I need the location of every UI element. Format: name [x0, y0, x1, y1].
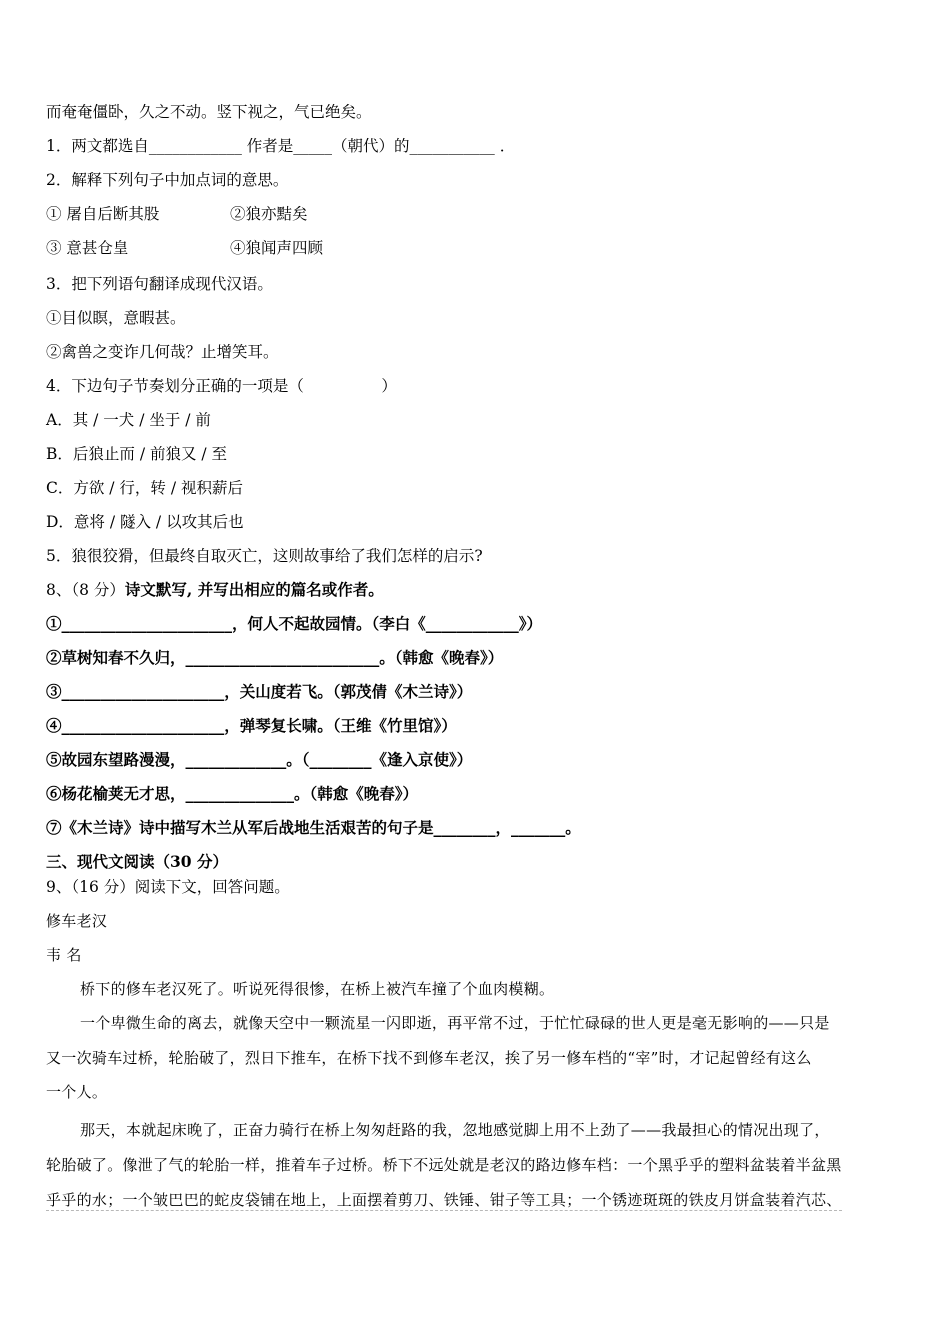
question-3: 3．把下列语句翻译成现代汉语。	[46, 275, 273, 293]
section-8-item-3: ③_____________________，关山度若飞。（郭茂倩《木兰诗》）	[46, 682, 473, 701]
question-2: 2．解释下列句子中加点词的意思。	[46, 171, 289, 189]
question-9: 9、（16 分）阅读下文，回答问题。	[46, 878, 290, 896]
section-8-item-7: ⑦《木兰诗》诗中描写木兰从军后战地生活艰苦的句子是________，_______。	[46, 818, 581, 837]
article-title: 修车老汉	[46, 912, 108, 930]
section-8-item-1: ①______________________，何人不起故园情。（李白《____________》）	[46, 614, 543, 633]
question-2-item-3: ③ 意甚仓皇	[46, 239, 129, 257]
question-1: 1．两文都选自____________ 作者是_____（朝代）的___________ ．	[46, 137, 516, 155]
question-4-option-b: B．后狼止而 / 前狼又 / 至	[46, 445, 228, 463]
question-4-option-a: A．其 / 一犬 / 坐于 / 前	[46, 411, 211, 429]
question-2-item-2: ②狼亦黠矣	[230, 205, 308, 223]
article-paragraph-2-line-3: 一个人。	[46, 1083, 108, 1101]
section-8-item-2: ②草树知春不久归，_________________________。（韩愈《晚春》）	[46, 648, 504, 667]
article-paragraph-3-line-2: 轮胎破了。像泄了气的轮胎一样，推着车子过桥。桥下不远处就是老汉的路边修车档：一个黑乎乎的塑料盆装着半盆黑	[46, 1156, 842, 1174]
section-8-title: 诗文默写, 并写出相应的篇名或作者。	[124, 580, 384, 599]
article-paragraph-1: 桥下的修车老汉死了。听说死得很惨，在桥上被汽车撞了个血肉模糊。	[80, 980, 555, 998]
question-2-item-1: ① 屠自后断其股	[46, 205, 160, 223]
question-2-row-2	[46, 238, 546, 258]
question-3-item-1: ①目似瞑，意暇甚。	[46, 309, 186, 327]
article-paragraph-2-line-2: 又一次骑车过桥，轮胎破了，烈日下推车，在桥下找不到修车老汉，挨了另一修车档的“宰”时，才记起曾经有这么	[46, 1049, 812, 1067]
question-2-item-4: ④狼闻声四顾	[230, 239, 324, 257]
question-5: 5．狼很狡猾，但最终自取灭亡，这则故事给了我们怎样的启示?	[46, 547, 483, 565]
section-8-item-4: ④_____________________，弹琴复长啸。（王维《竹里馆》）	[46, 716, 457, 735]
question-4-option-c: C．方欲 / 行，转 / 视积薪后	[46, 479, 244, 497]
question-4: 4．下边句子节奏划分正确的一项是（ ）	[46, 377, 397, 395]
article-paragraph-2-line-1: 一个卑微生命的离去，就像天空中一颗流星一闪即逝，再平常不过，于忙忙碌碌的世人更是毫无影响的——只是	[80, 1014, 830, 1032]
section-8-item-6: ⑥杨花榆荚无才思，______________。（韩愈《晚春》）	[46, 784, 419, 803]
article-author: 韦 名	[46, 946, 82, 964]
section-3-heading: 三、现代文阅读（30 分）	[46, 852, 228, 871]
article-paragraph-3-line-3: 乎乎的水；一个皱巴巴的蛇皮袋铺在地上，上面摆着剪刀、铁锤、钳子等工具；一个锈迹斑斑的铁皮月饼盒装着汽芯、	[46, 1191, 842, 1209]
intro-line: 而奄奄僵卧，久之不动。竖下视之，气已绝矣。	[46, 103, 372, 121]
question-4-option-d: D．意将 / 隧入 / 以攻其后也	[46, 513, 244, 531]
section-8-item-5: ⑤故园东望路漫漫，_____________。（________《逢入京使》）	[46, 750, 473, 769]
section-8-heading	[46, 580, 384, 600]
question-3-item-2: ②禽兽之变诈几何哉？止增笑耳。	[46, 343, 279, 361]
section-8-prefix: 8、（8 分）	[46, 581, 125, 599]
article-paragraph-3-line-1: 那天，本就起床晚了，正奋力骑行在桥上匆匆赶路的我，忽地感觉脚上用不上劲了——我最担心的情况出现了，	[80, 1121, 830, 1139]
question-2-row-1	[46, 204, 546, 224]
